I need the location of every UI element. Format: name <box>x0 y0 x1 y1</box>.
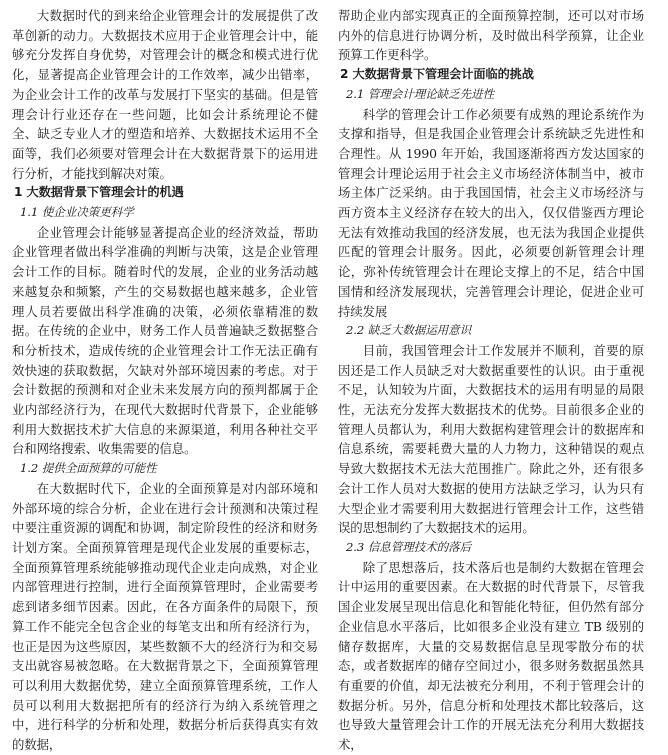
paragraph-2-1: 科学的管理会计工作必须要有成熟的理论系统作为支撑和指导，但是我国企业管理会计系统缺乏先进性和合理性。从 1990 年开始，我国逐渐将西方发达国家的管理会计理论运用于社会主义市场经济体制当中，被市场主体广泛采纳。由于我国国情，社会主义市场经济与西方资本主义经济存在较大的出入，仅仅借鉴西方理论无法有效推动我国的经济发展，也无法为我国企业提供匹配的管理会计服务。因此，必须要创新管理会计理论，弥补传统管理会计在理论支撑上的不足，结合中国国情和经济发展现状，完善管理会计理论，促进企业可持续发展 <box>338 106 644 319</box>
subsection-2-1-heading: 2.1 管理会计理论缺乏先进性 <box>346 86 495 101</box>
continued-paragraph: 帮助企业内部实现真正的全面预算控制，还可以对市场内外的信息进行协调分析，及时做出科学预算，让企业预算工作更科学。 <box>338 8 644 63</box>
paragraph-2-3: 除了思想落后，技术落后也是制约大数据在管理会计中运用的重要因素。在大数据的时代背景下，尽管我国企业发展呈现出信息化和智能化特征，但仍然有部分企业信息水平落后，比如很多企业没有建立 TB 级别的储存数据库，大量的交易数据信息呈现零散分布的状态，或者数据库的储存空间过小，很多财务数据虽然具有重要的价值，却无法被充分利用，不利于管理会计的数据分析。另外，信息分析和处理技术都比较落后，这也导致大量管理会计工作的开展无法充分利用大数据技术， <box>338 559 644 753</box>
subsection-1-1-heading: 1.1 使企业决策更科学 <box>20 205 134 220</box>
subsection-1-2-heading: 1.2 提供全面预算的可能性 <box>20 461 157 476</box>
paragraph-2-2: 目前，我国管理会计工作发展并不顺利，首要的原因还是工作人员缺乏对大数据重要性的认识。由于重视不足，认知较为片面，大数据技术的运用有明显的局限性，无法充分发挥大数据技术的优势。目前很多企业的管理人员都认为，利用大数据构建管理会计的数据库和信息系统，需要耗费大量的人力物力，这种错误的观点导致大数据技术无法大范围推广。除此之外，还有很多会计工作人员对大数据的使用方法缺乏学习，认为只有大型企业才需要利用大数据进行管理会计工作，这些错误的思想制约了大数据技术的运用。 <box>338 342 644 536</box>
section-1-heading: 1 大数据背景下管理会计的机遇 <box>14 185 184 200</box>
subsection-2-3-heading: 2.3 信息管理技术的落后 <box>346 539 472 554</box>
subsection-2-2-heading: 2.2 缺乏大数据运用意识 <box>346 323 472 338</box>
right-column <box>338 6 644 755</box>
left-column <box>12 6 318 755</box>
intro-paragraph: 大数据时代的到来给企业管理会计的发展提供了改革创新的动力。大数据技术应用于企业管理会计中，能够充分发挥自身优势，对管理会计的概念和模式进行优化，显著提高企业管理会计的工作效率，减少出错率，为企业会计工作的改革与发展打下坚实的基础。但是管理会计行业还存在一些问题，比如会计系统理论不健全、缺乏专业人才的塑造和培养、大数据技术运用不全面等，我们必须要对管理会计在大数据背景下的运用进行分析，才能找到解决对策。 <box>12 8 318 181</box>
paragraph-1-1: 企业管理会计能够显著提高企业的经济效益，帮助企业管理者做出科学准确的判断与决策，这是企业管理会计工作的目标。随着时代的发展，企业的业务活动越来越复杂和频繁，产生的交易数据也越来越多，企业管理人员若要做出科学准确的决策，必须依靠精准的数据。在传统的企业中，财务工作人员普遍缺乏数据整合和分析技术，造成传统的企业管理会计工作无法正确有效快速的获取数据，欠缺对外部环境因素的考虑。对于会计数据的预测和对企业未来发展方向的预判都属于企业内部经济行为，在现代大数据时代背景下，企业能够利用大数据技术扩大信息的来源渠道，利用各种社交平台和网络搜索、收集需要的信息。 <box>12 224 318 457</box>
paragraph-1-2: 在大数据时代下，企业的全面预算是对内部环境和外部环境的综合分析，企业在进行会计预测和决策过程中要注重资源的调配和协调，制定阶段性的经济和财务计划方案。全面预算管理是现代企业发展的重要标志，全面预算管理系统能够推动现代企业走向成熟，对企业内部管理进行控制，进行全面预算管理时，企业需要考虑到诸多细节因素。因此，在各方面条件的局限下，预算工作不能完全包含企业的每笔支出和所有经济行为，也正是因为这些原因，某些数额不大的经济行为和交易支出就容易被忽略。在大数据背景之下，全面预算管理可以利用大数据优势，建立全面预算管理系统，工作人员可以利用大数据把所有的经济行为纳入系统管理之中，进行科学的分析和处理，数据分析后获得真实有效的数据， <box>12 480 318 753</box>
section-2-heading: 2 大数据背景下管理会计面临的挑战 <box>340 67 534 82</box>
